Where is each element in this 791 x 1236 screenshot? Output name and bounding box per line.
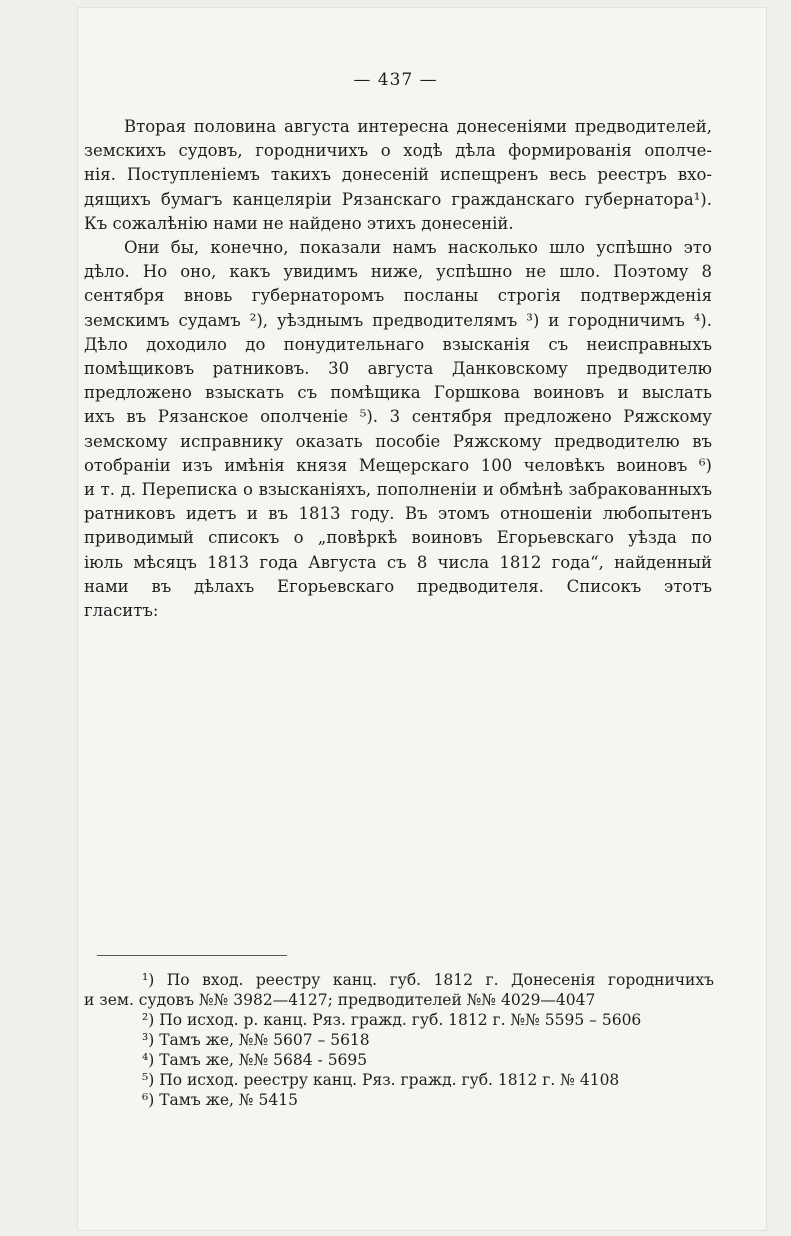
footnotes [84,970,714,1110]
text-line: предложено взыскать съ помѣщика Горшкова воиновъ и выслать [84,383,712,403]
paragraph-1 [84,115,712,236]
text-line: Дѣло доходило до понудительнаго взысканія съ неисправныхъ [84,334,712,354]
footnote-divider [97,955,287,956]
text-line: гласитъ: [84,601,159,621]
text-line: ратниковъ идетъ и въ 1813 году. Въ этомъ отношеніи любопытенъ [84,504,712,524]
text-line: Вторая половина августа интересна донесеніями предводителей, [124,117,712,136]
text-line: нія. Поступленіемъ такихъ донесеній испещренъ весь реестръ вхо- [84,165,712,185]
text-line: дящихъ бумагъ канцеляріи Рязанскаго гражданскаго губернатора¹). [84,189,712,209]
text-line: земскимъ судамъ ²), уѣзднымъ предводителямъ ³) и городничимъ ⁴). [84,310,712,330]
text-line: сентября вновь губернаторомъ посланы строгія подтвержденія [84,286,712,306]
text-line: Они бы, конечно, показали намъ насколько шло успѣшно это [124,238,712,258]
text-line: Къ сожалѣнію нами не найдено этихъ донесеній. [84,213,514,233]
footnote-line: ⁶) Тамъ же, № 5415 [142,1091,298,1109]
text-line: земскихъ судовъ, городничихъ о ходѣ дѣла формированія ополче- [84,141,712,161]
text-line: и т. д. Переписка о взысканіяхъ, пополненіи и обмѣнѣ забракованныхъ [84,480,712,500]
text-line: ихъ въ Рязанское ополченіе ⁵). 3 сентября предложено Ряжскому [84,407,712,427]
footnote-line: ³) Тамъ же, №№ 5607 – 5618 [142,1031,370,1049]
footnote-line: ¹) По вход. реестру канц. губ. 1812 г. Донесенія городничихъ [142,971,714,989]
page-number: — 437 — [353,70,438,90]
footnote-line: ⁵) По исход. реестру канц. Ряз. гражд. губ. 1812 г. № 4108 [142,1071,620,1089]
text-line: нами въ дѣлахъ Егорьевскаго предводителя. Списокъ этотъ [84,576,712,596]
text-line: помѣщиковъ ратниковъ. 30 августа Данковскому предводителю [84,359,712,379]
footnote-line: ⁴) Тамъ же, №№ 5684 - 5695 [142,1051,368,1069]
text-line: іюль мѣсяцъ 1813 года Августа съ 8 числа 1812 года“, найденный [84,552,712,572]
text-line: земскому исправнику оказать пособіе Ряжскому предводителю въ [84,431,712,451]
text-line: отобраніи изъ имѣнія князя Мещерскаго 100 человѣкъ воиновъ ⁶) [84,455,712,475]
footnote-line: ²) По исход. р. канц. Ряз. гражд. губ. 1812 г. №№ 5595 – 5606 [142,1011,642,1029]
text-line: дѣло. Но оно, какъ увидимъ ниже, успѣшно не шло. Поэтому 8 [84,262,712,282]
body-text [84,115,712,623]
footnote-line: и зем. судовъ №№ 3982—4127; предводителей №№ 4029—4047 [84,991,596,1009]
paragraph-2 [84,236,712,623]
text-line: приводимый списокъ о „повѣркѣ воиновъ Егорьевскаго уѣзда по [84,528,712,548]
